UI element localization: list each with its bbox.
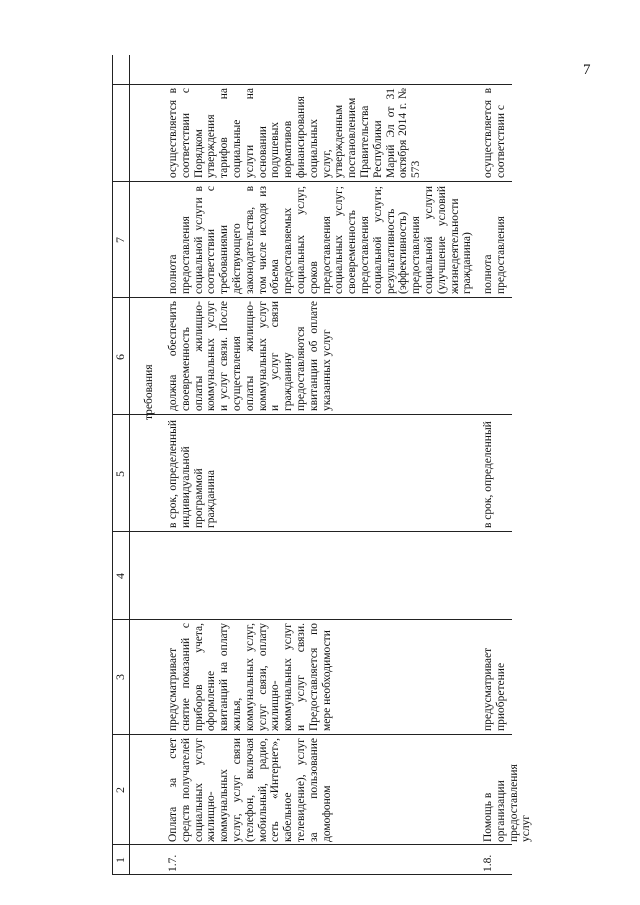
- column-divider: [112, 181, 512, 182]
- header-col-7: 7: [113, 237, 127, 243]
- row-1-8-service-name: Помощь в организации предоставления услуг: [482, 764, 533, 842]
- row-1-7-conditions: полнота предоставления социальной услуги в соответствии с требованиями действующего законодательства, в том числе исходя из объема предоставляемых социальных услуг, сроков предоставления социальных услуг; своевременность предоставления социальной услуги; результативность (эффективность) предоставления социальной услуги (улучшение условий жизнедеятельности гражданина): [167, 186, 474, 294]
- column-divider: [112, 874, 512, 875]
- header-col-1: 1: [113, 857, 127, 863]
- page-number: 7: [583, 62, 591, 78]
- row-1-7-term: в срок, определенный индивидуальной программой гражданина: [167, 420, 218, 528]
- column-divider: [112, 414, 512, 415]
- column-divider: [112, 844, 512, 845]
- header-col-6: 6: [113, 354, 127, 360]
- row-1-7-number: 1.7.: [167, 854, 179, 872]
- continuation-label: требования: [143, 364, 155, 420]
- header-col-2: 2: [113, 787, 127, 793]
- rotated-table: [112, 55, 533, 875]
- column-divider: [112, 297, 512, 298]
- header-bottom-border: [129, 55, 130, 875]
- header-col-5: 5: [113, 471, 127, 477]
- column-divider: [112, 619, 512, 620]
- row-1-7-content: предусматривает снятие показаний с приборов учета, оформление квитанций на оплату жилья, коммунальных услуг, услуг связи, оплату жилищно-коммунальных услуг и услуг связи. Предоставляется по мере необходимости: [167, 623, 333, 731]
- row-1-8-content: предусматривает приобретение: [482, 647, 507, 731]
- column-divider: [112, 734, 512, 735]
- row-1-8-number: 1.8.: [482, 854, 494, 872]
- row-1-8-conditions: полнота предоставления: [482, 216, 507, 294]
- header-col-4: 4: [113, 573, 127, 579]
- row-1-8-tariff: осуществляется в соответствии с: [482, 88, 507, 178]
- column-divider: [112, 84, 512, 85]
- row-1-7-quality: должна обеспечить своевременность оплаты жилищно-коммунальных услуг и услуг связи. После осуществления оплаты жилищно-коммунальных услуг и услуг связи гражданину предоставляются квитанции об оплате указанных услуг: [167, 301, 333, 411]
- row-1-7-tariff: осуществляется в соответствии с Порядком утверждения тарифов на социальные услуги на основании подушевых нормативов финансирования социальных услуг, утвержденным постановлением Правительства Республики Марий Эл от 31 октября 2014 г. № 573: [167, 88, 423, 178]
- row-1-8-term: в срок, определенный: [482, 421, 494, 528]
- header-col-3: 3: [113, 674, 127, 680]
- column-divider: [112, 531, 512, 532]
- row-1-7-service-name: Оплата за счет средств получателей социальных услуг жилищно-коммунальных услуг, услуг связи (телефон, включая мобильный, радио, сеть «Интернет», кабельное телевидение), услуг за пользование домофоном: [167, 738, 333, 842]
